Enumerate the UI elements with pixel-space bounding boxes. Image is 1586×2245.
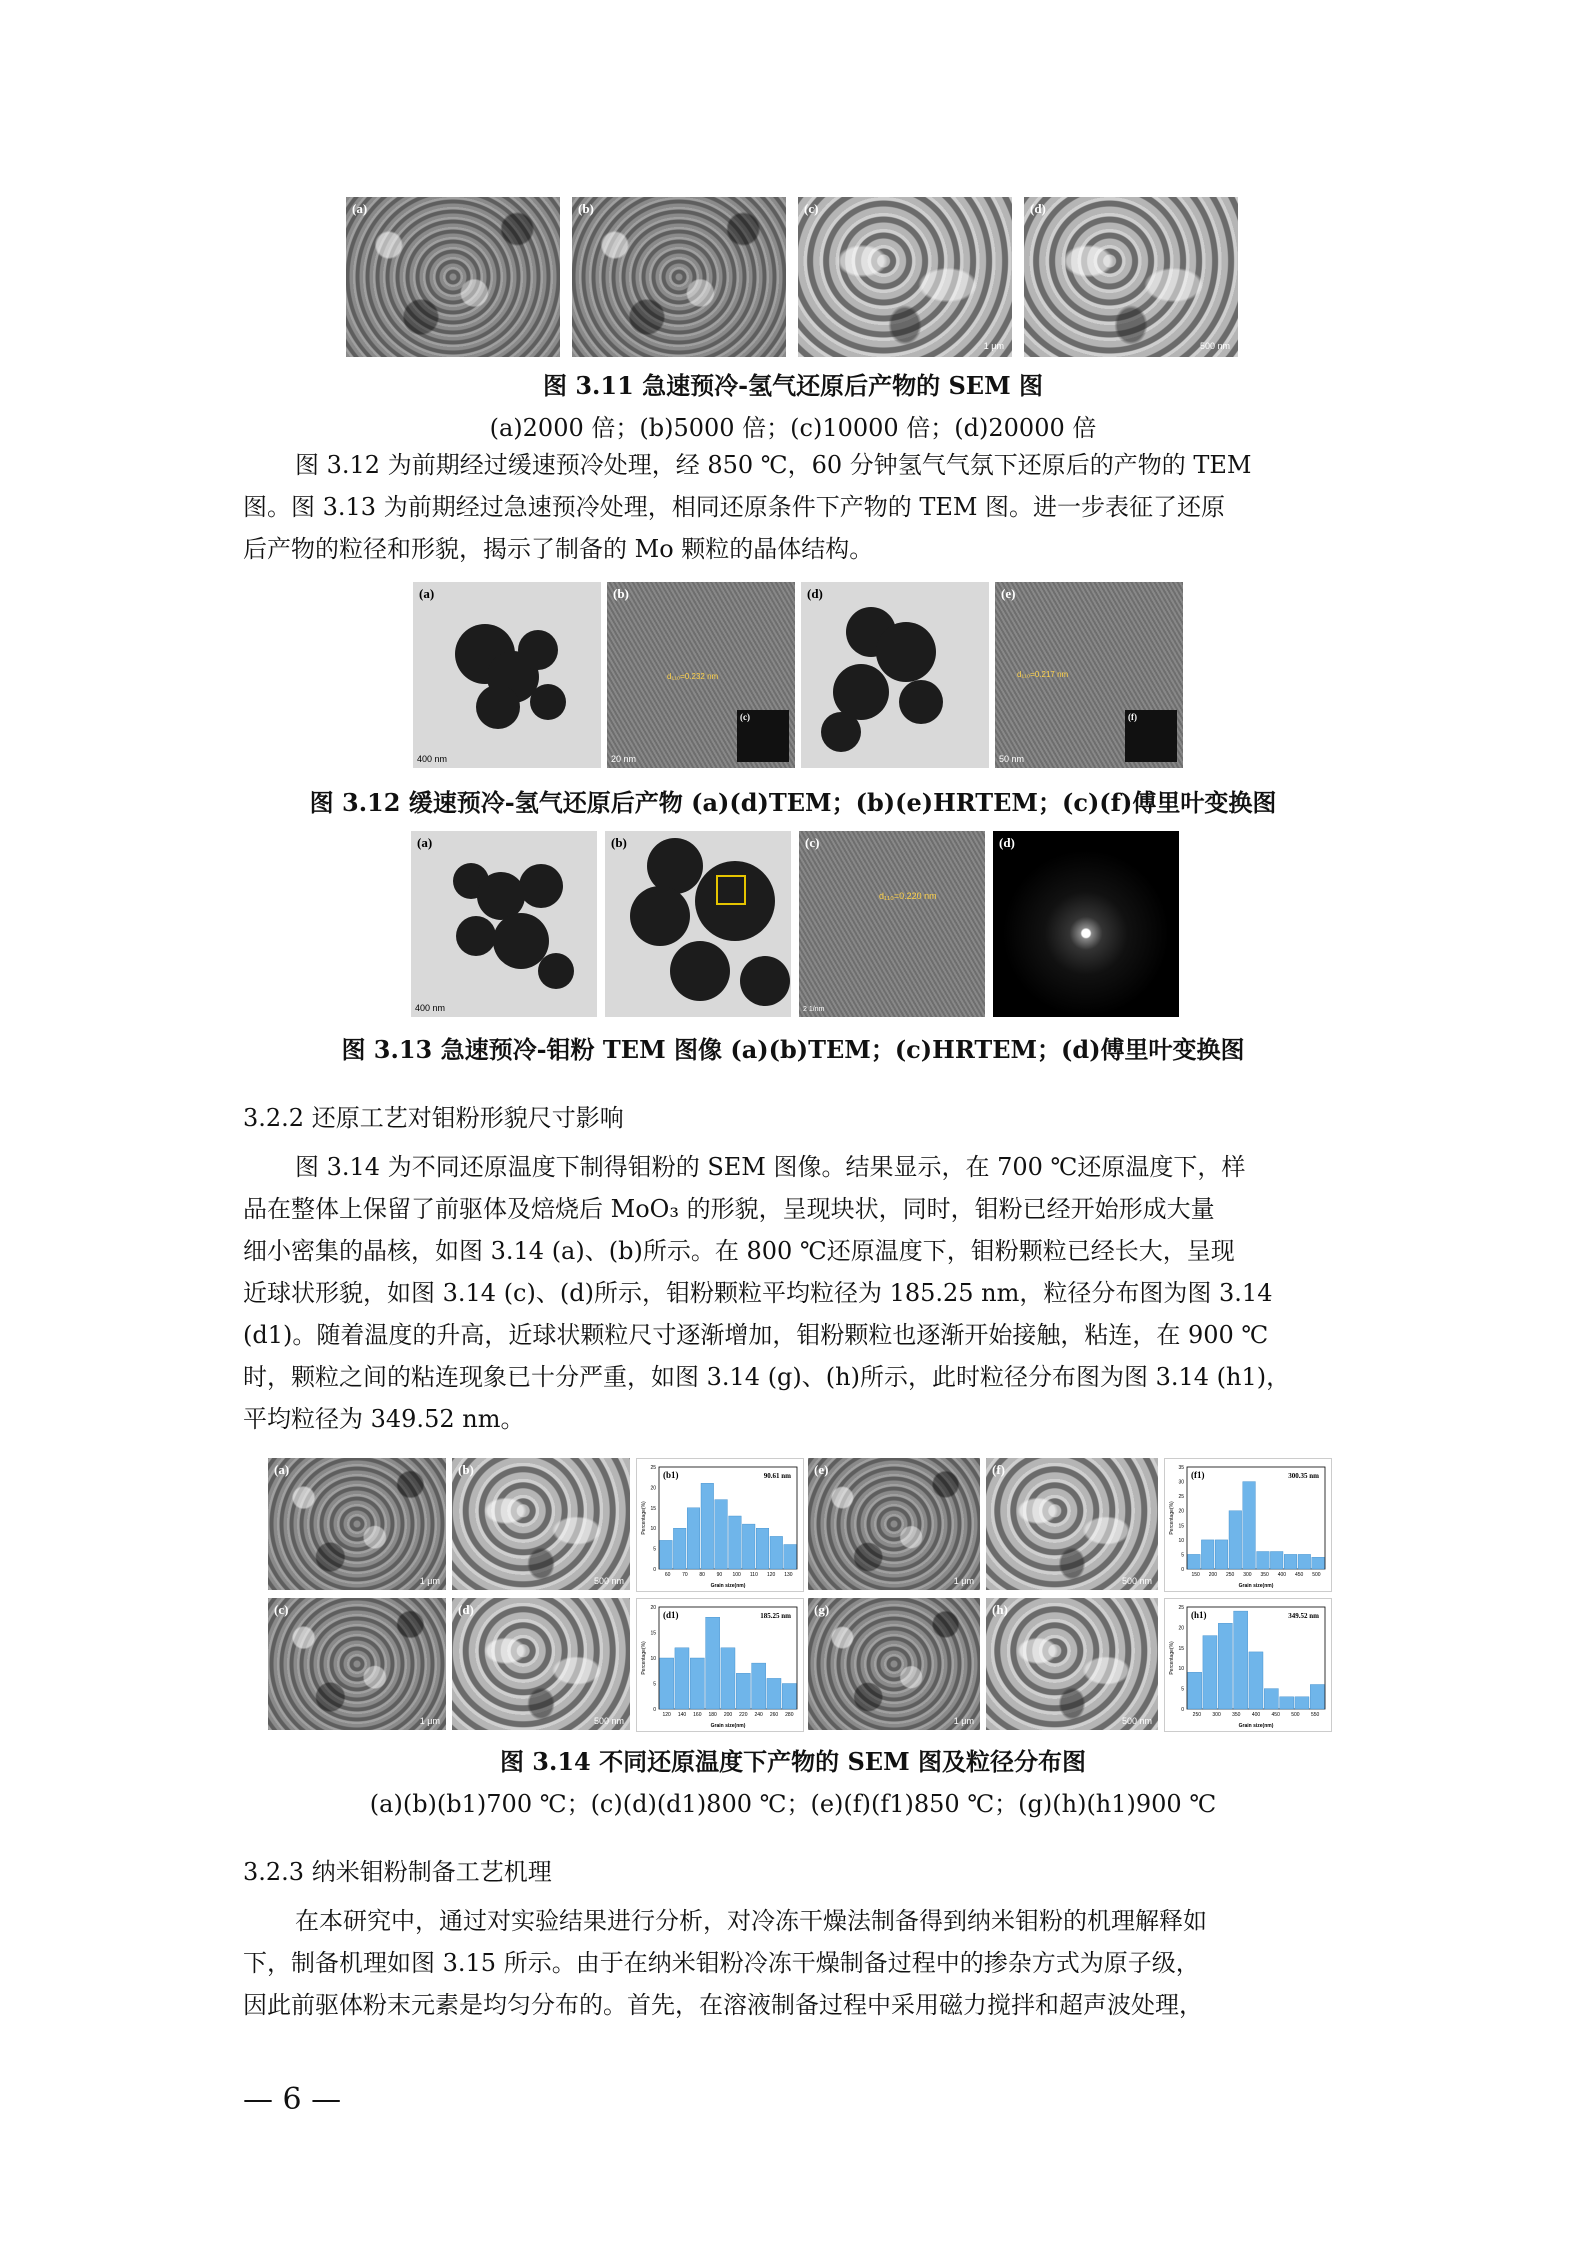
panel-label: (b) xyxy=(613,586,629,601)
panel-label: (c) xyxy=(804,201,819,216)
mean-size-label: 90.61 nm xyxy=(763,1472,791,1480)
x-axis-label: Grain size(nm) xyxy=(710,1583,746,1589)
histogram-bar xyxy=(701,1483,714,1569)
x-tick-label: 120 xyxy=(766,1572,776,1578)
x-tick-label: 300 xyxy=(1212,1712,1221,1718)
x-tick-label: 70 xyxy=(682,1572,688,1578)
x-tick-label: 100 xyxy=(732,1572,741,1578)
section-heading-3-2-3: 3.2.3 纳米钼粉制备工艺机理 xyxy=(243,1858,552,1886)
histogram-bar xyxy=(1215,1540,1228,1569)
fig314-panel-h xyxy=(986,1598,1158,1730)
y-tick-label: 20 xyxy=(1178,1625,1184,1632)
histogram-bar xyxy=(1257,1552,1270,1570)
fig311-caption: 图 3.11 急速预冷-氢气还原后产物的 SEM 图 xyxy=(542,371,1044,400)
text-line: 图。图 3.13 为前期经过急速预冷处理，相同还原条件下产物的 TEM 图。进一步表征了还原 xyxy=(243,493,1226,521)
panel-label: (b) xyxy=(578,201,594,216)
x-tick-label: 450 xyxy=(1294,1572,1304,1578)
fig311-panel-a xyxy=(346,197,560,357)
panel-label: (d) xyxy=(999,835,1015,850)
y-tick-label: 25 xyxy=(650,1465,656,1471)
y-tick-label: 15 xyxy=(650,1630,656,1637)
fig313-caption: 图 3.13 急速预冷-钼粉 TEM 图像 (a)(b)TEM；(c)HRTEM；(d)傅里叶变换图 xyxy=(341,1035,1245,1064)
y-tick-label: 15 xyxy=(1178,1645,1184,1652)
d-spacing-label: d₁₁₀=0.220 nm xyxy=(879,891,937,901)
mean-size-label: 300.35 nm xyxy=(1288,1472,1319,1480)
fig313-panel-d xyxy=(993,831,1179,1017)
fig311-subcaption: (a)2000 倍；(b)5000 倍；(c)10000 倍；(d)20000 倍 xyxy=(489,414,1097,442)
y-axis-label: Percentage(%) xyxy=(641,1501,647,1535)
y-tick-label: 0 xyxy=(1181,1707,1184,1713)
histogram-bar xyxy=(1295,1697,1309,1709)
panel-label: (f) xyxy=(992,1462,1005,1477)
page-number: — 6 — xyxy=(243,2082,342,2117)
x-tick-label: 200 xyxy=(1208,1572,1218,1578)
histogram-bar xyxy=(715,1500,728,1569)
scale-bar-label: 400 nm xyxy=(415,1003,446,1013)
histogram-bar xyxy=(1280,1697,1294,1709)
x-tick-label: 140 xyxy=(677,1712,687,1718)
text-line: 在本研究中，通过对实验结果进行分析，对冷冻干燥法制备得到纳米钼粉的机理解释如 xyxy=(295,1907,1207,1935)
scale-bar-label: 500 nm xyxy=(593,1716,624,1726)
y-tick-label: 35 xyxy=(1178,1465,1184,1471)
histogram-bar xyxy=(1270,1552,1283,1570)
x-tick-label: 280 xyxy=(785,1712,794,1718)
scale-bar-label: 1 μm xyxy=(419,1576,440,1586)
fig314-panel-g xyxy=(808,1598,980,1730)
fig311-panel-d xyxy=(1024,197,1238,357)
panel-label: (h) xyxy=(992,1602,1008,1617)
y-axis-label: Percentage(%) xyxy=(1169,1501,1175,1535)
panel-label: (b) xyxy=(458,1462,474,1477)
d-spacing-label: d₁₁₀=0.217 nm xyxy=(1017,670,1069,679)
y-tick-label: 0 xyxy=(653,1707,656,1713)
fig313-panel-b xyxy=(605,831,791,1017)
histogram-bar xyxy=(752,1663,766,1709)
y-tick-label: 20 xyxy=(1178,1508,1184,1515)
x-tick-label: 120 xyxy=(662,1712,671,1718)
histogram-bar xyxy=(1310,1685,1324,1710)
panel-label: (d) xyxy=(807,586,823,601)
tem-particle-cluster xyxy=(801,582,989,768)
histogram-bar xyxy=(1188,1554,1201,1569)
paragraph-1 xyxy=(243,444,1353,570)
fig313-panel-c xyxy=(799,831,985,1017)
x-tick-label: 400 xyxy=(1277,1572,1287,1578)
y-tick-label: 0 xyxy=(1181,1567,1184,1573)
fft-inset xyxy=(1125,710,1177,762)
histogram-bar xyxy=(736,1673,750,1709)
text-line: 时，颗粒之间的粘连现象已十分严重，如图 3.14 (g)、(h)所示，此时粒径分布图为图 3.14 (h1)， xyxy=(243,1363,1291,1391)
fig314-panel-f xyxy=(986,1458,1158,1590)
histogram-f1 xyxy=(1164,1458,1332,1592)
scale-bar-label: 1 μm xyxy=(983,341,1004,351)
histogram-bar xyxy=(706,1617,720,1709)
x-tick-label: 160 xyxy=(693,1712,702,1718)
x-tick-label: 80 xyxy=(699,1572,705,1578)
fig314-subcaption: (a)(b)(b1)700 ℃；(c)(d)(d1)800 ℃；(e)(f)(f1)850 ℃；(g)(h)(h1)900 ℃ xyxy=(369,1790,1217,1818)
scale-bar-label: 50 nm xyxy=(999,754,1025,764)
y-tick-label: 20 xyxy=(650,1485,656,1492)
fig314-panel-b xyxy=(452,1458,630,1590)
x-tick-label: 500 xyxy=(1291,1712,1300,1718)
histogram-bar xyxy=(660,1658,674,1709)
y-tick-label: 15 xyxy=(650,1505,656,1512)
x-tick-label: 200 xyxy=(723,1712,733,1718)
histogram-bar xyxy=(782,1684,796,1710)
x-tick-label: 130 xyxy=(784,1572,793,1578)
scale-bar-label: 1 μm xyxy=(419,1716,440,1726)
scale-bar-label: 500 nm xyxy=(1199,341,1230,351)
y-tick-label: 30 xyxy=(1178,1479,1184,1486)
histogram-svg xyxy=(1165,1599,1331,1731)
histogram-bar xyxy=(1298,1554,1311,1569)
x-tick-label: 250 xyxy=(1225,1572,1235,1578)
section-heading-3-2-2: 3.2.2 还原工艺对钼粉形貌尺寸影响 xyxy=(243,1104,624,1132)
histogram-bar xyxy=(770,1536,783,1569)
x-axis-label: Grain size(nm) xyxy=(1238,1583,1274,1589)
y-tick-label: 10 xyxy=(1178,1666,1184,1673)
panel-label: (g) xyxy=(814,1602,830,1617)
x-tick-label: 240 xyxy=(754,1712,763,1718)
fig314-panel-c xyxy=(268,1598,446,1730)
fig314-caption: 图 3.14 不同还原温度下产物的 SEM 图及粒径分布图 xyxy=(499,1747,1087,1776)
y-tick-label: 5 xyxy=(653,1681,656,1688)
histogram-bar xyxy=(767,1678,781,1709)
x-tick-label: 350 xyxy=(1260,1572,1269,1578)
mean-size-label: 185.25 nm xyxy=(760,1612,791,1620)
fft-inset xyxy=(737,710,789,762)
text-line: 图 3.12 为前期经过缓速预冷处理，经 850 ℃，60 分钟氢气气氛下还原后的产物的 TEM xyxy=(295,451,1252,479)
fig314-panel-e xyxy=(808,1458,980,1590)
scale-bar-label: 500 nm xyxy=(1121,1576,1152,1586)
histogram-bar xyxy=(687,1508,700,1569)
mean-size-label: 349.52 nm xyxy=(1288,1612,1319,1620)
fig312-panel-b xyxy=(607,582,795,768)
y-tick-label: 25 xyxy=(1178,1605,1184,1611)
y-tick-label: 5 xyxy=(653,1546,656,1553)
x-tick-label: 500 xyxy=(1312,1572,1321,1578)
histogram-bar xyxy=(729,1516,742,1569)
panel-label: (c) xyxy=(274,1602,289,1617)
text-line: 近球状形貌，如图 3.14 (c)、(d)所示，钼粉颗粒平均粒径为 185.25 nm，粒径分布图为图 3.14 xyxy=(243,1279,1273,1307)
histogram-panel-label: (b1) xyxy=(663,1470,679,1480)
histogram-bar xyxy=(756,1528,769,1569)
scale-bar-label: 400 nm xyxy=(417,754,448,764)
panel-label: (f) xyxy=(1128,712,1137,722)
histogram-bar xyxy=(1188,1672,1202,1709)
paragraph-3 xyxy=(243,1900,1353,2026)
x-tick-label: 90 xyxy=(716,1572,723,1578)
fig312-panel-a xyxy=(413,582,601,768)
histogram-bar xyxy=(1312,1557,1325,1569)
fig313-panel-a xyxy=(411,831,597,1017)
text-line: 平均粒径为 349.52 nm。 xyxy=(243,1405,525,1433)
panel-label: (a) xyxy=(417,835,433,850)
text-line: 细小密集的晶核，如图 3.14 (a)、(b)所示。在 800 ℃还原温度下，钼粉颗粒已经长大，呈现 xyxy=(243,1237,1235,1265)
fig312-panel-d xyxy=(801,582,989,768)
text-line: 后产物的粒径和形貌，揭示了制备的 Mo 颗粒的晶体结构。 xyxy=(243,535,874,563)
histogram-h1 xyxy=(1164,1598,1332,1732)
x-tick-label: 250 xyxy=(1192,1712,1202,1718)
paragraph-2 xyxy=(243,1146,1353,1440)
histogram-bar xyxy=(690,1658,704,1709)
histogram-svg xyxy=(637,1599,803,1731)
text-line: 下，制备机理如图 3.15 所示。由于在纳米钼粉冷冻干燥制备过程中的掺杂方式为原子级， xyxy=(243,1949,1200,1977)
fig312-caption: 图 3.12 缓速预冷-氢气还原后产物 (a)(d)TEM；(b)(e)HRTEM；(c)(f)傅里叶变换图 xyxy=(309,788,1277,817)
scale-bar-label: 20 nm xyxy=(611,754,637,764)
x-tick-label: 400 xyxy=(1251,1712,1261,1718)
histogram-panel-label: (f1) xyxy=(1191,1470,1205,1480)
x-tick-label: 300 xyxy=(1243,1572,1252,1578)
x-tick-label: 350 xyxy=(1232,1712,1241,1718)
text-line: 品在整体上保留了前驱体及焙烧后 MoO₃ 的形貌，呈现块状，同时，钼粉已经开始形成大量 xyxy=(243,1195,1215,1223)
panel-label: (e) xyxy=(1001,586,1016,601)
y-tick-label: 20 xyxy=(650,1605,656,1611)
fig311-panel-c xyxy=(798,197,1012,357)
y-tick-label: 10 xyxy=(1178,1537,1184,1544)
tem-particle-cluster xyxy=(605,831,791,1017)
histogram-bar xyxy=(1203,1636,1217,1709)
tem-particle-cluster xyxy=(413,582,601,768)
panel-label: (d) xyxy=(1030,201,1046,216)
tem-particle-cluster xyxy=(411,831,597,1017)
histogram-bar xyxy=(1234,1611,1248,1709)
y-tick-label: 10 xyxy=(650,1656,656,1662)
panel-label: (c) xyxy=(805,835,820,850)
x-tick-label: 450 xyxy=(1271,1712,1280,1718)
histogram-panel-label: (h1) xyxy=(1191,1610,1207,1620)
histogram-bar xyxy=(784,1545,797,1570)
panel-label: (a) xyxy=(352,201,368,216)
x-tick-label: 150 xyxy=(1191,1572,1200,1578)
y-tick-label: 25 xyxy=(1178,1494,1184,1501)
histogram-b1 xyxy=(636,1458,804,1592)
histogram-bar xyxy=(1249,1652,1263,1709)
histogram-bar xyxy=(1218,1623,1232,1709)
x-axis-label: Grain size(nm) xyxy=(1238,1723,1274,1729)
y-tick-label: 15 xyxy=(1178,1523,1184,1530)
x-tick-label: 60 xyxy=(664,1572,671,1578)
histogram-bar xyxy=(673,1528,686,1569)
histogram-panel-label: (d1) xyxy=(663,1610,679,1620)
histogram-bar xyxy=(1201,1540,1214,1569)
histogram-bar xyxy=(1284,1554,1297,1569)
fig311-panel-b xyxy=(572,197,786,357)
text-line: 图 3.14 为不同还原温度下制得钼粉的 SEM 图像。结果显示，在 700 ℃还原温度下，样 xyxy=(295,1153,1246,1181)
x-tick-label: 110 xyxy=(749,1572,758,1578)
scale-bar-label: 1 μm xyxy=(953,1576,974,1586)
histogram-bar xyxy=(1229,1511,1242,1569)
panel-label: (c) xyxy=(740,712,750,722)
text-line: 因此前驱体粉末元素是均匀分布的。首先，在溶液制备过程中采用磁力搅拌和超声波处理， xyxy=(243,1991,1203,2019)
x-axis-label: Grain size(nm) xyxy=(710,1723,746,1729)
histogram-bar xyxy=(675,1648,689,1709)
panel-label: (e) xyxy=(814,1462,829,1477)
scale-bar-label: 500 nm xyxy=(593,1576,624,1586)
panel-label: (d) xyxy=(458,1602,474,1617)
histogram-svg xyxy=(1165,1459,1331,1591)
histogram-svg xyxy=(637,1459,803,1591)
x-tick-label: 180 xyxy=(708,1712,717,1718)
scale-bar-label: 2 1/nm xyxy=(803,1006,825,1013)
text-line: (d1)。随着温度的升高，近球状颗粒尺寸逐渐增加，钼粉颗粒也逐渐开始接触，粘连，在 900 ℃ xyxy=(243,1321,1269,1349)
y-tick-label: 5 xyxy=(1181,1686,1184,1693)
histogram-bar xyxy=(721,1648,735,1709)
y-tick-label: 10 xyxy=(650,1526,656,1533)
y-tick-label: 5 xyxy=(1181,1552,1184,1559)
panel-label: (b) xyxy=(611,835,627,850)
y-axis-label: Percentage(%) xyxy=(641,1641,647,1675)
histogram-bar xyxy=(1264,1689,1278,1709)
x-tick-label: 220 xyxy=(739,1712,748,1718)
histogram-bar xyxy=(1243,1482,1256,1569)
histogram-d1 xyxy=(636,1598,804,1732)
fig314-panel-a xyxy=(268,1458,446,1590)
fig312-panel-e xyxy=(995,582,1183,768)
y-axis-label: Percentage(%) xyxy=(1169,1641,1175,1675)
scale-bar-label: 500 nm xyxy=(1121,1716,1152,1726)
x-tick-label: 550 xyxy=(1310,1712,1320,1718)
panel-label: (a) xyxy=(274,1462,290,1477)
d-spacing-label: d₁₁₀=0.232 nm xyxy=(667,672,719,681)
fig314-panel-d xyxy=(452,1598,630,1730)
histogram-bar xyxy=(660,1540,673,1569)
y-tick-label: 0 xyxy=(653,1567,656,1573)
x-tick-label: 260 xyxy=(769,1712,779,1718)
histogram-bar xyxy=(742,1524,755,1569)
panel-label: (a) xyxy=(419,586,435,601)
scale-bar-label: 1 μm xyxy=(953,1716,974,1726)
